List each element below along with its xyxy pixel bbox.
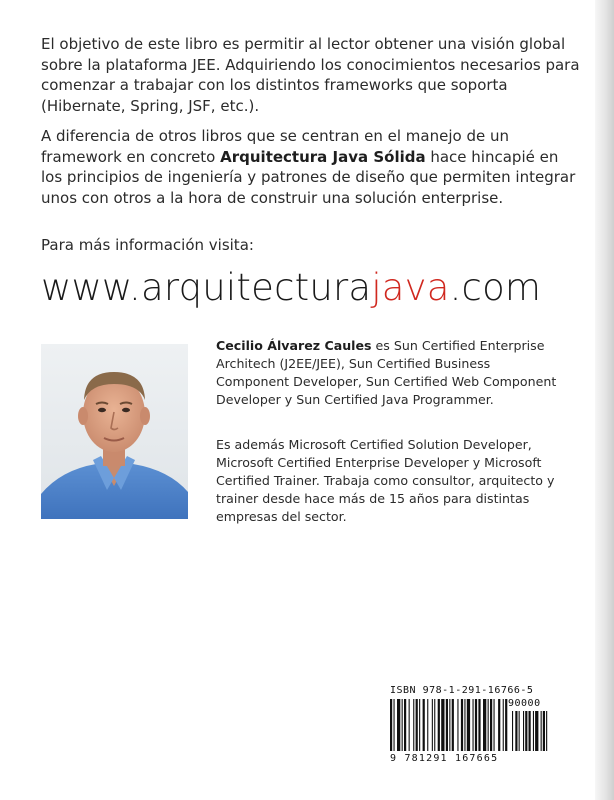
author-bio-1 [216,337,566,409]
more-info-label: Para más información visita: [41,236,254,254]
author-bio-1-text: es Sun Certified Enterprise Architech (J2EE/JEE), Sun Certified Business Component Developer, Sun Certified Web Component Developer y Sun Certified Java Programmer. [216,338,557,407]
intro-paragraph-1: El objetivo de este libro es permitir al lector obtener una visión global sobre la plataforma JEE. Adquiriendo los conocimientos necesarios para comenzar a trabajar con los distintos frameworks que soporta (Hibernate, Spring, JSF, etc.). [41,35,580,115]
book-title-bold: Arquitectura Java Sólida [220,147,426,166]
intro-paragraph-2 [41,126,581,208]
intro-p2-end: hace hincapié en los principios de ingeniería y patrones de diseño que permiten integrar unos con otros a la hora de construir una solución enterprise. [41,147,576,207]
website-url [41,266,541,309]
url-accent: java [371,266,450,309]
barcode-digits: 9 781291 167665 [390,753,499,764]
author-bio-2: Es además Microsoft Certified Solution Developer, Microsoft Certified Enterprise Developer y Microsoft Certified Trainer. Trabaja como consultor, arquitecto y trainer desde hace más de 15 años para distintas empresas del sector. [216,437,555,524]
price-code: 90000 [508,698,541,709]
isbn-text: ISBN 978-1-291-16766-5 [390,685,534,696]
author-name: Cecilio Álvarez Caules [216,338,372,353]
url-prefix: www.arquitectura [41,266,372,309]
intro-p2-start: A diferencia de otros libros que se centran en el manejo de un framework en concreto [41,127,509,166]
url-suffix: .com [449,266,542,309]
author-portrait-icon [41,344,188,519]
page-edge-shadow [595,0,614,800]
barcode-icon [390,697,566,753]
barcode-area [386,685,570,767]
author-photo [41,344,188,519]
